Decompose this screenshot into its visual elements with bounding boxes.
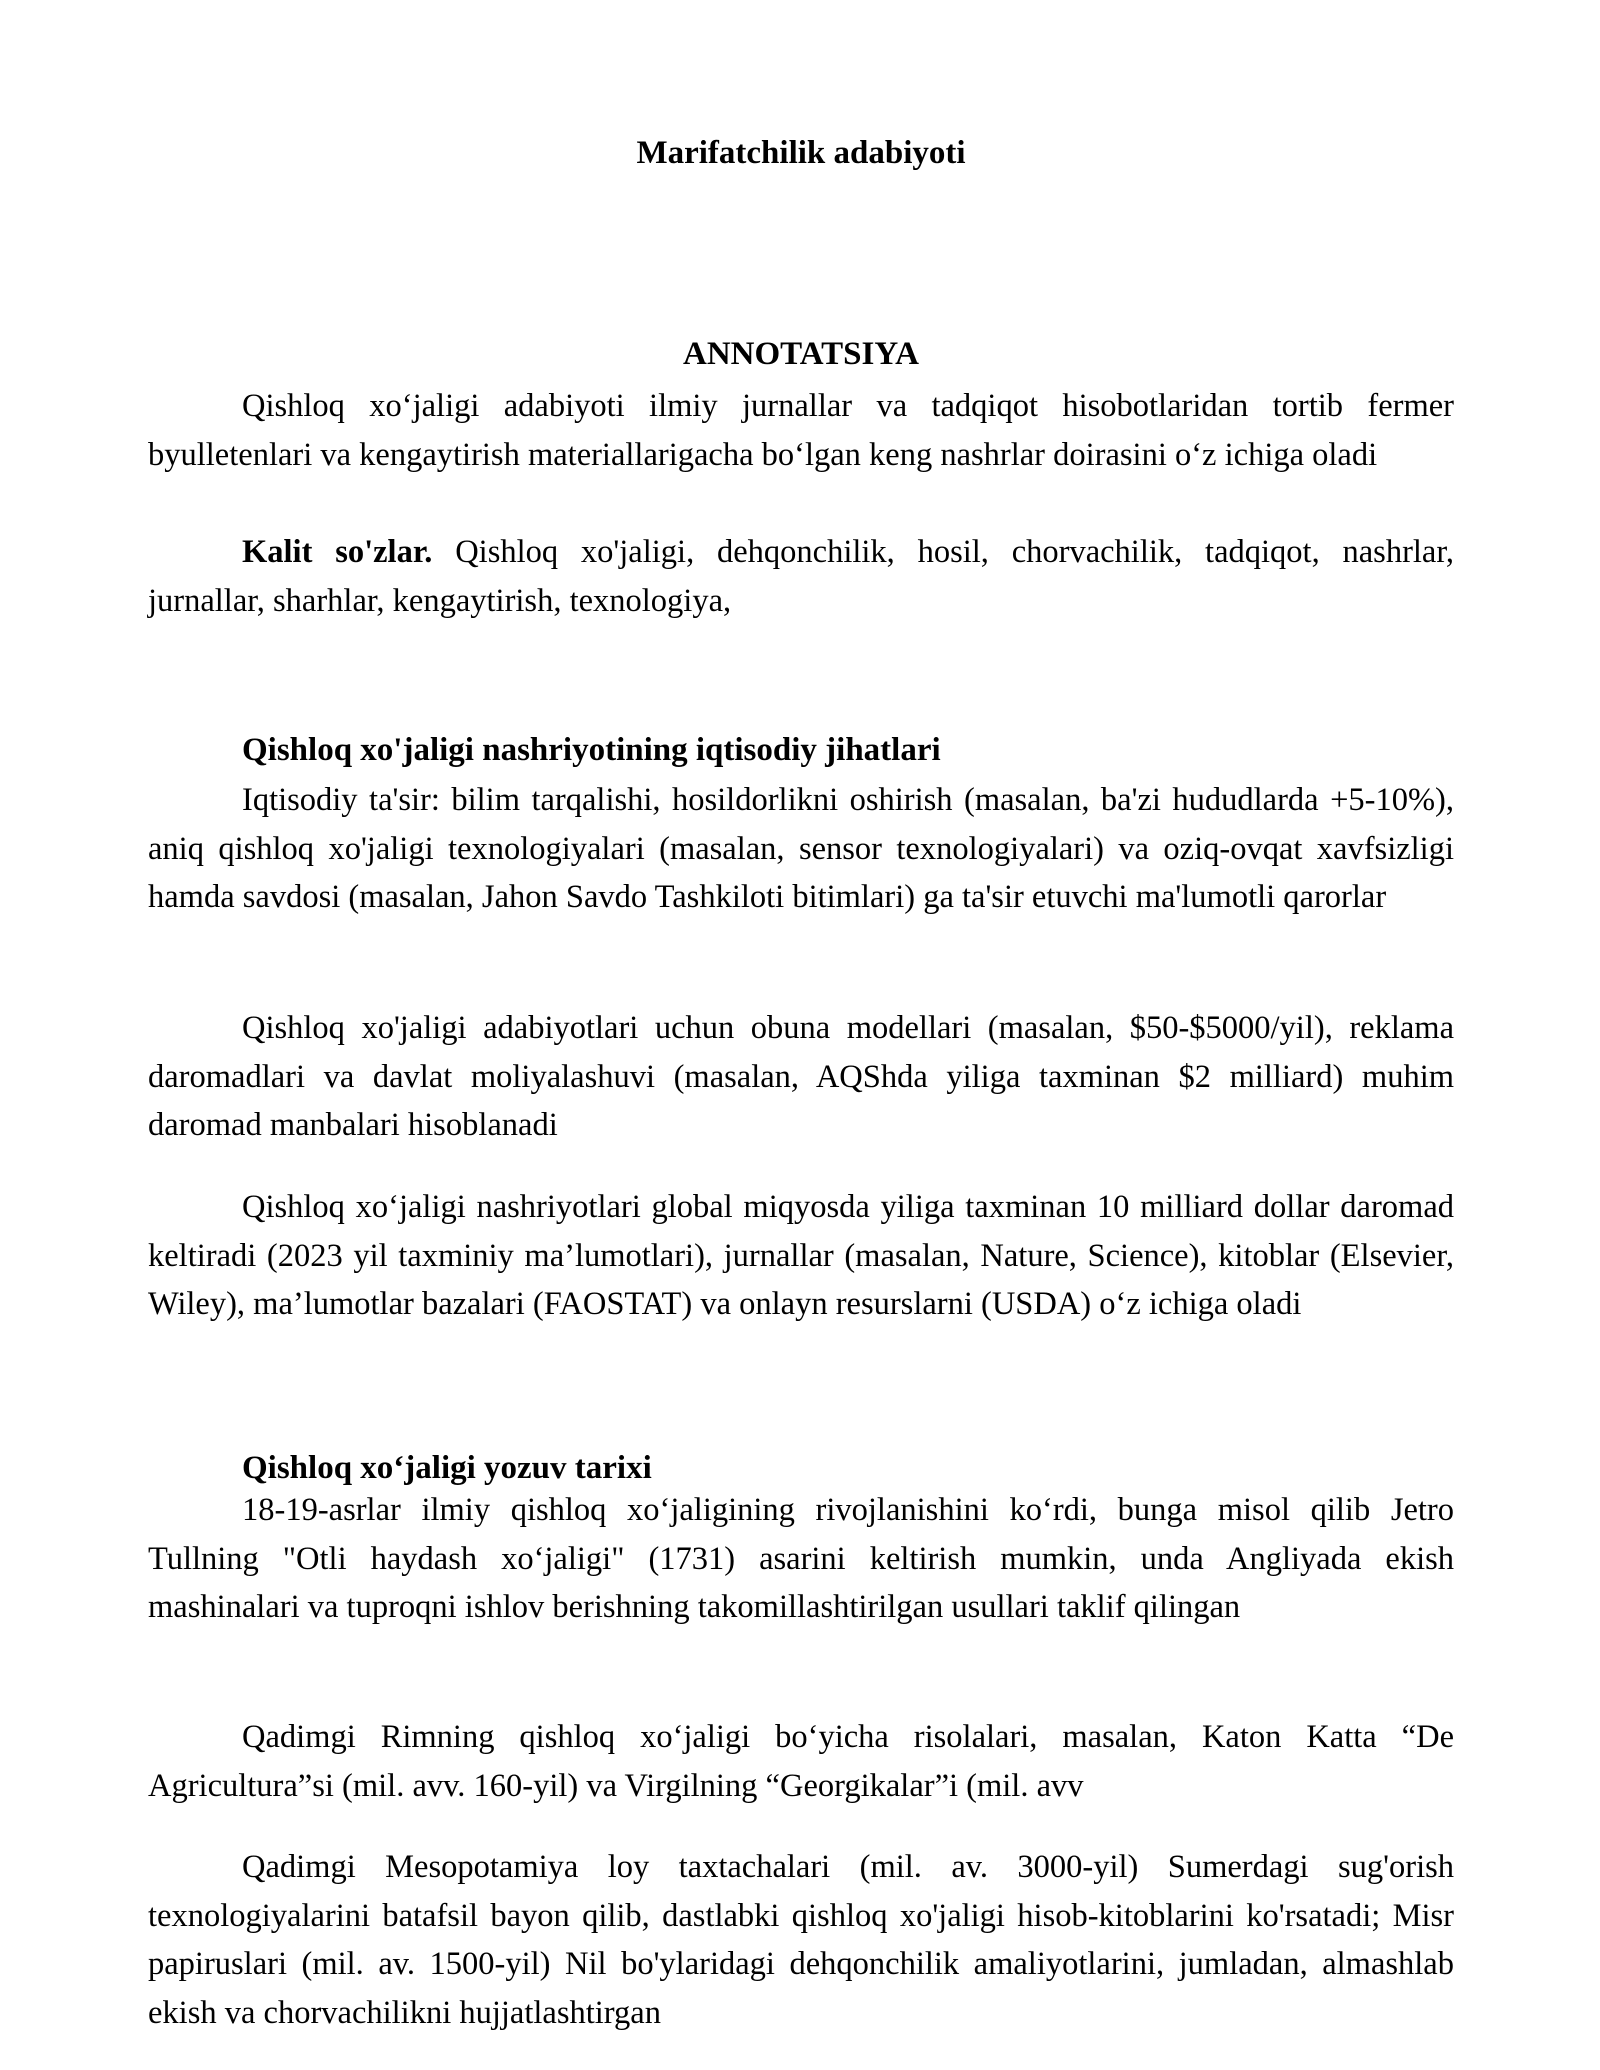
- paragraph-text: Qishloq xo‘jaligi nashriyotlari global miqyosda yiliga taxminan 10 milliard dollar daromad keltiradi (2023 yil taxminiy ma’lumotlari), jurnallar (masalan, Nature, Science), kitoblar (Elsevier, Wiley), ma’lumotlar bazalari (FAOSTAT) va onlayn resurslarni (USDA) o‘z ichiga oladi: [148, 1189, 1454, 1322]
- abstract-body: [148, 382, 1454, 479]
- section-heading-history: Qishloq xo‘jaligi yozuv tarixi: [242, 1450, 652, 1486]
- keywords-block: [148, 528, 1454, 625]
- section-paragraph: [148, 1183, 1454, 1329]
- paragraph-text: Iqtisodiy ta'sir: bilim tarqalishi, hosildorlikni oshirish (masalan, ba'zi hududlarda +5-10%), aniq qishloq xo'jaligi texnologiyalari (masalan, sensor texnologiyalari) va oziq-ovqat xavfsizligi hamda savdosi (masalan, Jahon Savdo Tashkiloti bitimlari) ga ta'sir etuvchi ma'lumotli qarorlar: [148, 782, 1454, 915]
- section-paragraph: [148, 1713, 1454, 1810]
- keywords-list: Qishloq xo'jaligi, dehqonchilik, hosil, chorvachilik, tadqiqot, nashrlar, jurnallar, sharhlar, kengaytirish, texnologiya,: [148, 534, 1454, 619]
- section-paragraph: [148, 776, 1454, 922]
- section-heading-economic: Qishloq xo'jaligi nashriyotining iqtisodiy jihatlari: [242, 732, 941, 768]
- keywords-paragraph: [148, 528, 1454, 625]
- section-paragraph: [148, 1004, 1454, 1150]
- section-paragraph: [148, 1843, 1454, 2037]
- keywords-label: Kalit so'zlar.: [242, 534, 433, 570]
- abstract-title: ANNOTATSIYA: [683, 336, 919, 372]
- paragraph-text: Qadimgi Rimning qishloq xo‘jaligi bo‘yicha risolalari, masalan, Katon Katta “De Agricultura”si (mil. avv. 160-yil) va Virgilning “Georgikalar”i (mil. avv: [148, 1719, 1454, 1804]
- paragraph-text: Qadimgi Mesopotamiya loy taxtachalari (mil. av. 3000-yil) Sumerdagi sug'orish texnologiyalarini batafsil bayon qilib, dastlabki qishloq xo'jaligi hisob-kitoblarini ko'rsatadi; Misr papiruslari (mil. av. 1500-yil) Nil bo'ylaridagi dehqonchilik amaliyotlarini, jumladan, almashlab ekish va chorvachilikni hujjatlashtirgan: [148, 1849, 1454, 2031]
- section-paragraph: [148, 1486, 1454, 1632]
- abstract-paragraph: Qishloq xo‘jaligi adabiyoti ilmiy jurnallar va tadqiqot hisobotlaridan tortib fermer byulletenlari va kengaytirish materiallarigacha bo‘lgan keng nashrlar doirasini o‘z ichiga oladi: [148, 388, 1454, 473]
- paragraph-text: 18-19-asrlar ilmiy qishloq xo‘jaligining rivojlanishini ko‘rdi, bunga misol qilib Jetro Tullning "Otli haydash xo‘jaligi" (1731) asarini keltirish mumkin, unda Angliyada ekish mashinalari va tuproqni ishlov berishning takomillashtirilgan usullari taklif qilingan: [148, 1492, 1454, 1625]
- document-title: Marifatchilik adabiyoti: [636, 135, 966, 171]
- paragraph-text: Qishloq xo'jaligi adabiyotlari uchun obuna modellari (masalan, $50-$5000/yil), reklama daromadlari va davlat moliyalashuvi (masalan, AQShda yiliga taxminan $2 milliard) muhim daromad manbalari hisoblanadi: [148, 1010, 1454, 1143]
